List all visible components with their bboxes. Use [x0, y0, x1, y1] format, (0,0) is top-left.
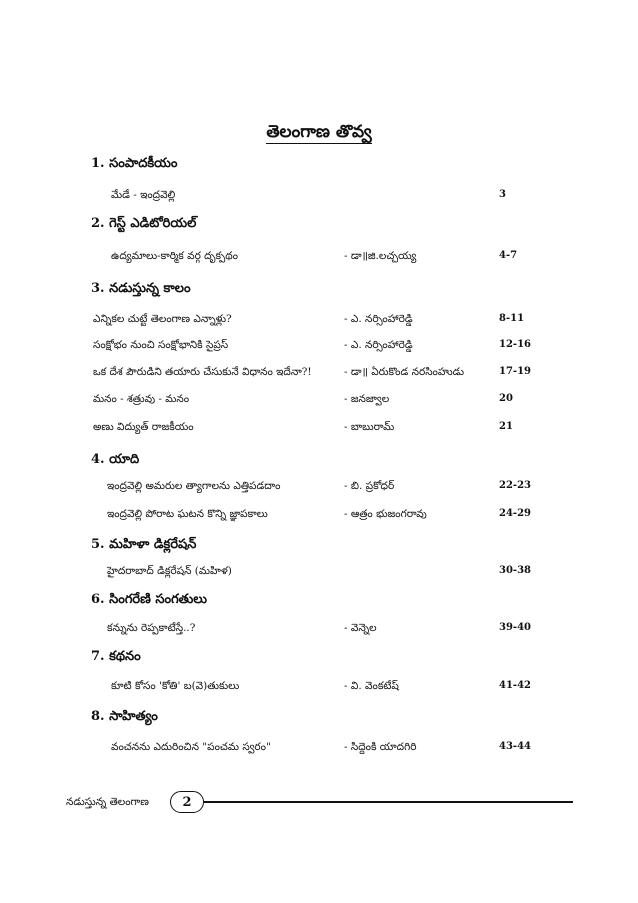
- section-heading: 7. కథనం: [91, 649, 141, 664]
- toc-title: ఒక దేశ పౌరుడిని తయారు చేసుకునే విధానం ఇదేనా?!: [93, 366, 312, 378]
- toc-pages: 22-23: [499, 480, 531, 491]
- toc-title: సంక్షోభం నుంచి సంక్షోభానికి సైప్రస్: [93, 339, 229, 351]
- toc-row: [0, 622, 638, 638]
- toc-title: వంచనను ఎదురించిన "పంచమ స్వరం": [111, 741, 271, 753]
- toc-author: - బి. ప్రకోధర్: [344, 480, 395, 492]
- section-heading: 1. సంపాదకీయం: [91, 156, 178, 171]
- page-number: 2: [170, 791, 204, 813]
- toc-title: మనం - శత్రువు - మనం: [93, 393, 190, 405]
- toc-title: మేడే - ఇంద్రవెల్లి: [111, 189, 176, 201]
- toc-author: - సిద్దెంకి యాదగిరి: [344, 741, 417, 753]
- toc-author: - డా॥ ఏరుకొండ నరసింహుడు: [344, 366, 465, 378]
- toc-title: కన్నును రెప్పకాటేస్తే..?: [107, 622, 196, 634]
- toc-pages: 24-29: [499, 508, 531, 519]
- toc-row: [0, 680, 638, 696]
- toc-pages: 4-7: [499, 250, 518, 261]
- toc-author: - డా॥జి.లచ్చయ్య: [344, 250, 417, 262]
- toc-row: [0, 393, 638, 409]
- toc-row: [0, 421, 638, 437]
- toc-pages: 17-19: [499, 366, 531, 377]
- toc-author: - వి. వెంకటేష్: [344, 680, 399, 692]
- toc-title: అణు విద్యుత్ రాజకీయం: [93, 421, 194, 433]
- toc-title: ఉద్యమాలు-కార్మిక వర్గ దృక్పథం: [111, 250, 238, 262]
- toc-row: [0, 313, 638, 329]
- section-heading: 3. నడుస్తున్న కాలం: [91, 281, 191, 296]
- toc-author: - ఆత్రం భుజంగరావు: [344, 508, 427, 520]
- toc-row: [0, 250, 638, 266]
- toc-title: కూటి కోసం 'కోతి' బ(వె)తుకులు: [111, 680, 240, 692]
- toc-title: హైదరాబాద్ డిక్లరేషన్ (మహిళ): [107, 565, 232, 577]
- footer-rule: [204, 801, 573, 803]
- toc-pages: 3: [499, 189, 506, 200]
- toc-author: - జనజ్వాల: [344, 393, 390, 405]
- toc-row: [0, 366, 638, 382]
- toc-pages: 12-16: [499, 339, 531, 350]
- section-heading: 2. గెస్ట్ ఎడిటోరియల్: [91, 216, 197, 231]
- page-title: తెలంగాణ తొవ్వ: [266, 122, 372, 142]
- toc-title: ఇంద్రవెల్లి అమరుల త్యాగాలను ఎత్తిపడదాం: [107, 480, 281, 492]
- toc-author: - బాబురామ్: [344, 421, 395, 433]
- toc-pages: 30-38: [499, 565, 531, 576]
- footer-publication-name: నడుస్తున్న తెలంగాణ: [66, 796, 149, 808]
- toc-row: [0, 741, 638, 757]
- toc-title: ఎన్నికల చుట్టే తెలంగాణ ఎన్నాళ్లు?: [93, 313, 232, 325]
- toc-pages: 43-44: [499, 741, 531, 752]
- toc-pages: 41-42: [499, 680, 531, 691]
- toc-row: [0, 189, 638, 205]
- toc-row: [0, 565, 638, 581]
- section-heading: 4. యాది: [91, 452, 140, 467]
- toc-row: [0, 508, 638, 524]
- toc-author: - ఎ. నర్సింహారెడ్డి: [344, 313, 413, 325]
- toc-pages: 20: [499, 393, 513, 404]
- toc-author: - ఎ. నర్సింహారెడ్డి: [344, 339, 413, 351]
- toc-pages: 8-11: [499, 313, 525, 324]
- toc-author: - వెన్నెల: [344, 622, 377, 634]
- toc-title: ఇంద్రవెల్లి పోరాట ఘటన కొన్ని జ్ఞాపకాలు: [107, 508, 268, 520]
- toc-pages: 39-40: [499, 622, 531, 633]
- section-heading: 5. మహిళా డిక్లరేషన్: [91, 537, 197, 552]
- toc-row: [0, 339, 638, 355]
- toc-row: [0, 480, 638, 496]
- section-heading: 6. సింగరేణి సంగతులు: [91, 592, 207, 607]
- section-heading: 8. సాహిత్యం: [91, 709, 158, 724]
- toc-pages: 21: [499, 421, 513, 432]
